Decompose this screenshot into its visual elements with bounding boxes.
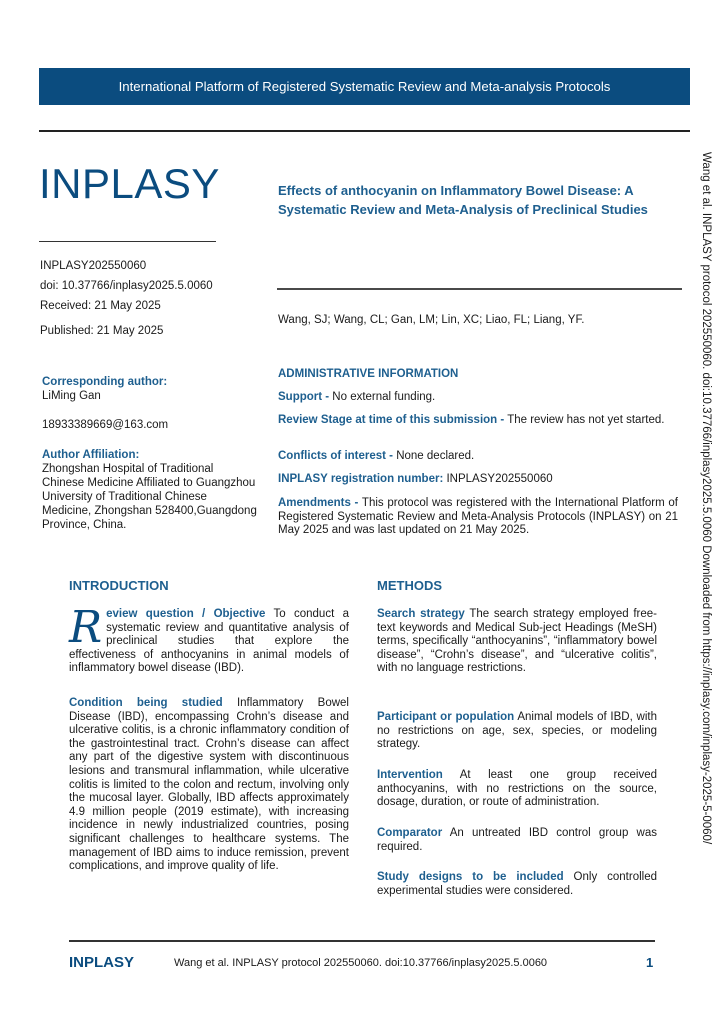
page-number: 1	[646, 955, 654, 970]
banner-text: International Platform of Registered Systematic Review and Meta-analysis Protocols	[118, 79, 611, 94]
methods-comparator	[377, 827, 657, 854]
methods-participants	[377, 711, 657, 752]
intro-item-label: Condition being studied	[69, 697, 223, 709]
platform-banner	[39, 68, 690, 105]
author-email[interactable]: 18933389669@163.com	[42, 419, 169, 431]
admin-item-label: Review Stage at time of this submission -	[278, 414, 505, 426]
admin-item-label: INPLASY registration number:	[278, 473, 444, 485]
intro-item-label: eview question / Objective	[106, 608, 266, 620]
methods-heading: METHODS	[377, 578, 442, 593]
intro-item-text: To conduct a systematic review and quantitative analysis of preclinical studies that explore the effectiveness of anthocyanins in animal models of inflammatory bowel disease (IBD).	[69, 608, 350, 675]
paper-title: Effects of anthocyanin on Inflammatory Bowel Disease: A Systematic Review and Meta-Analysis of Preclinical Studies	[278, 183, 648, 217]
methods-search-strategy	[377, 608, 657, 676]
corresponding-author	[42, 375, 257, 403]
admin-support	[278, 391, 678, 405]
top-divider	[39, 130, 690, 132]
logo-divider	[39, 241, 216, 242]
author-list: Wang, SJ; Wang, CL; Gan, LM; Lin, XC; Liao, FL; Liang, YF.	[278, 314, 585, 326]
methods-item-label: Comparator	[377, 827, 443, 839]
title-divider	[277, 288, 682, 290]
introduction-heading: INTRODUCTION	[69, 578, 169, 593]
affiliation-label: Author Affiliation:	[42, 449, 140, 461]
admin-amendments	[278, 497, 678, 538]
admin-item-label: Support -	[278, 391, 330, 403]
admin-item-text: This protocol was registered with the International Platform of Registered Systematic Review and Meta-Analysis Protocols (INPLASY) on 21 May 2025 and was last updated on 21 May 2025.	[278, 497, 679, 536]
admin-item-label: Conflicts of interest -	[278, 450, 394, 462]
methods-item-text: An untreated IBD control group was required.	[377, 827, 657, 853]
drop-cap: R	[69, 602, 103, 653]
doi-link[interactable]: doi: 10.37766/inplasy2025.5.0060	[40, 280, 213, 292]
intro-item-text: Inflammatory Bowel Disease (IBD), encompassing Crohn’s disease and ulcerative colitis, is a chronic inflammatory condition of the gastrointestinal tract. Crohn’s disease can affect any part of the digestive system with discontinuous lesions and transmural inflammation, while ulcerative colitis is limited to the colon and rectum, involving only the mucosal layer. Globally, IBD affects approximately 4.9 million people (2019 estimate), with increasing incidence in newly industrialized countries, posing significant challenges to healthcare systems. The management of IBD aims to induce remission, prevent complications, and improve quality of life.	[69, 697, 349, 873]
methods-item-text: The search strategy employed free-text keywords and Medical Sub-ject Headings (MeSH) terms, specifically “anthocyanins”, “inflammatory bowel disease”, “Crohn’s disease”, and “ulcerative colitis”, with no language restrictions.	[377, 608, 657, 675]
footer-divider	[69, 940, 655, 942]
admin-item-text: None declared.	[393, 450, 475, 462]
methods-item-label: Study designs to be included	[377, 871, 564, 883]
admin-item-text: The review has not yet started.	[504, 414, 665, 426]
methods-item-text: Animal models of IBD, with no restrictions on age, sex, species, or modeling strategy.	[377, 711, 657, 751]
methods-item-label: Intervention	[377, 769, 443, 781]
author-affiliation	[42, 448, 257, 532]
methods-study-designs	[377, 871, 657, 898]
methods-intervention	[377, 769, 657, 810]
admin-item-text: INPLASY202550060	[443, 473, 553, 485]
admin-review-stage	[278, 414, 678, 428]
intro-review-question	[69, 602, 350, 676]
corresponding-author-label: Corresponding author:	[42, 376, 168, 388]
corresponding-author-name: LiMing Gan	[42, 390, 101, 402]
inplasy-logo: INPLASY	[39, 160, 220, 207]
side-download-note: Wang et al. INPLASY protocol 202550060. doi:10.37766/inplasy2025.5.0060 Downloaded from https://inplasy.com/inplasy-2025-5-0060/	[700, 152, 712, 845]
footer-citation: Wang et al. INPLASY protocol 202550060. doi:10.37766/inplasy2025.5.0060	[174, 957, 548, 969]
methods-item-label: Participant or population	[377, 711, 515, 723]
admin-conflicts	[278, 450, 678, 464]
registration-id: INPLASY202550060	[40, 260, 147, 272]
intro-condition	[69, 697, 349, 874]
footer-logo: INPLASY	[69, 954, 135, 971]
admin-heading: ADMINISTRATIVE INFORMATION	[278, 368, 459, 380]
received-date: Received: 21 May 2025	[40, 300, 161, 312]
admin-registration-number	[278, 473, 678, 487]
admin-item-text: No external funding.	[329, 391, 436, 403]
affiliation-text: Zhongshan Hospital of Traditional Chinese Medicine Affiliated to Guangzhou University of Traditional Chinese Medicine, Zhongshan 528400,Guangdong Province, China.	[42, 463, 257, 531]
methods-item-text: At least one group received anthocyanins, with no restrictions on the source, dosage, duration, or route of administration.	[377, 769, 657, 809]
methods-item-label: Search strategy	[377, 608, 465, 620]
published-date: Published: 21 May 2025	[40, 325, 164, 337]
methods-item-text: Only controlled experimental studies were considered.	[377, 871, 657, 897]
admin-item-label: Amendments -	[278, 497, 359, 509]
